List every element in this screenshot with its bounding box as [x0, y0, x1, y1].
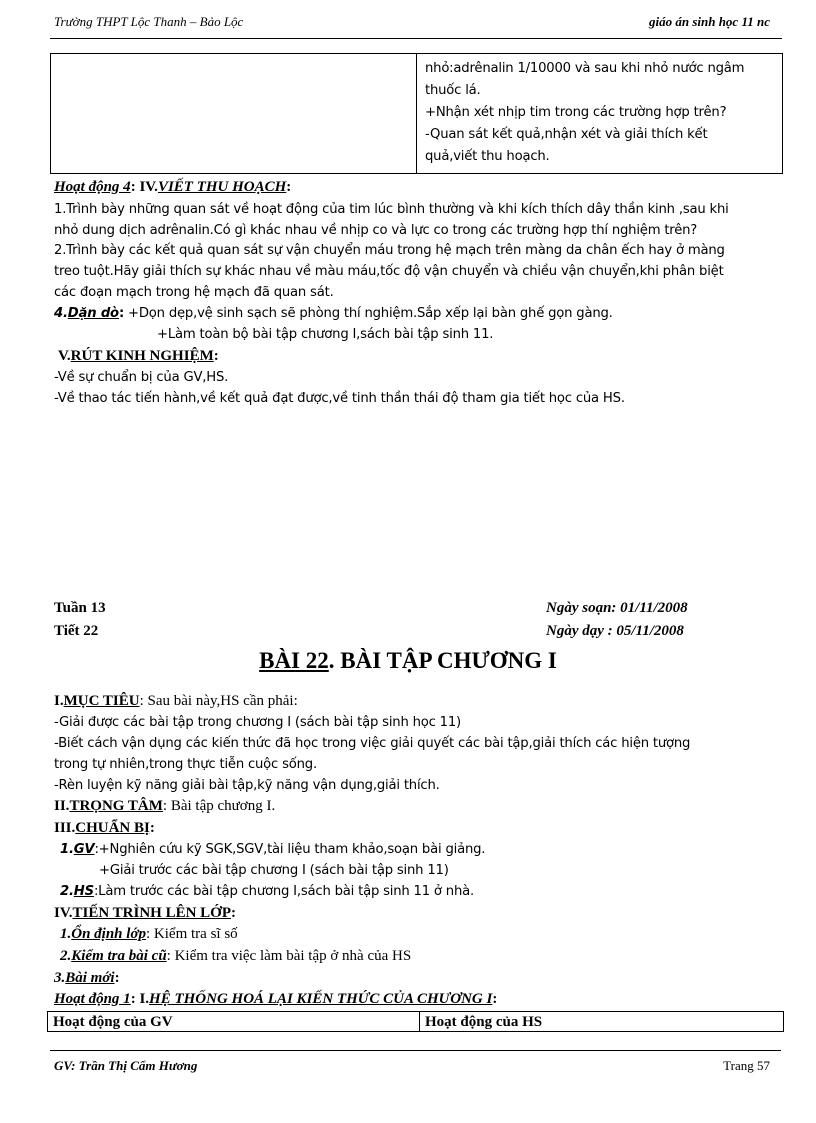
activity-table	[47, 1011, 784, 1032]
footer-page: Trang 57	[723, 1058, 770, 1073]
objectives-heading: I.MỤC TIÊU: Sau bài này,HS cần phải:	[54, 693, 298, 709]
activity-table-header-hs: Hoạt động của HS	[420, 1012, 784, 1032]
header-rule	[50, 38, 782, 39]
prep-title: CHUẨN BỊ	[75, 820, 150, 836]
objectives-title: MỤC TIÊU	[63, 693, 140, 709]
header-course: giáo án sinh học 11 nc	[648, 14, 770, 29]
footer-teacher: GV: Trần Thị Cẩm Hương	[54, 1058, 198, 1073]
top-table-line: -Quan sát kết quả,nhận xét và giải thích kết	[425, 127, 708, 142]
activity4-line: các đoạn mạch trong hệ mạch đã quan sát.	[54, 285, 334, 300]
activity4-heading: Hoạt động 4: IV.VIẾT THU HOẠCH:	[54, 179, 292, 195]
activity4-line: 2.Trình bày các kết quả quan sát sự vận chuyển máu trong hệ mạch trên màng da chân ếch hay ở màng	[54, 243, 725, 258]
homework-line-1: 4.Dặn dò: +Dọn dẹp,vệ sinh sạch sẽ phòng thí nghiệm.Sắp xếp lại bàn ghế gọn gàng.	[54, 306, 613, 321]
focus-line: II.TRỌNG TÂM: Bài tập chương I.	[54, 798, 276, 814]
objectives-line: -Biết cách vận dụng các kiến thức đã học trong việc giải quyết các bài tập,giải thích các hiện tượng	[54, 736, 691, 751]
header-school: Trường THPT Lộc Thanh – Bảo Lộc	[54, 14, 244, 29]
top-table-left-cell	[51, 54, 417, 174]
procedure-step-1: 1.Ổn định lớp: Kiểm tra sĩ số	[60, 926, 238, 942]
procedure-title: TIẾN TRÌNH LÊN LỚP	[72, 905, 232, 921]
prep-hs-label: HS	[73, 884, 94, 899]
homework-label: Dặn dò	[67, 306, 119, 321]
activity4-title: VIẾT THU HOẠCH	[157, 179, 287, 195]
prep-date: Ngày soạn: 01/11/2008	[546, 600, 688, 616]
activity4-line: treo tuột.Hãy giải thích sự khác nhau về màu máu,tốc độ vận chuyển và chiều vận chuyển,khi phân biệt	[54, 264, 724, 279]
lesson-week: Tuần 13	[54, 600, 106, 616]
homework-line-2: +Làm toàn bộ bài tập chương I,sách bài tập sinh 11.	[157, 327, 494, 342]
activity-table-header-gv: Hoạt động của GV	[48, 1012, 420, 1032]
footer-rule	[50, 1050, 781, 1051]
lesson-period: Tiết 22	[54, 623, 99, 639]
activity1-label: Hoạt động 1	[54, 991, 131, 1007]
section5-heading: V.RÚT KINH NGHIỆM:	[58, 348, 219, 364]
section5-line: -Về thao tác tiến hành,về kết quả đạt được,về tinh thần thái độ tham gia tiết học của HS.	[54, 391, 625, 406]
top-table	[50, 53, 783, 174]
teach-date: Ngày dạy : 05/11/2008	[546, 623, 684, 639]
activity4-line: nhỏ dung dịch adrênalin.Có gì khác nhau về nhịp co và lực co trong các trường hợp thí nghiệm trên?	[54, 223, 698, 238]
activity1-heading: Hoạt động 1: I.HỆ THỐNG HOÁ LẠI KIẾN THỨC CỦA CHƯƠNG I:	[54, 991, 498, 1007]
activity1-title: HỆ THỐNG HOÁ LẠI KIẾN THỨC CỦA CHƯƠNG I	[149, 991, 493, 1007]
procedure-step-3: 3.Bài mới:	[54, 970, 120, 986]
objectives-line: -Giải được các bài tập trong chương I (sách bài tập sinh học 11)	[54, 715, 461, 730]
top-table-line: thuốc lá.	[425, 83, 481, 98]
prep-heading: III.CHUẨN BỊ:	[54, 820, 155, 836]
top-table-line: quả,viết thu hoạch.	[425, 149, 550, 164]
prep-gv-line: 1.GV:+Nghiên cứu kỹ SGK,SGV,tài liệu tham khảo,soạn bài giảng.	[60, 842, 486, 857]
section5-line: -Về sự chuẩn bị của GV,HS.	[54, 370, 229, 385]
objectives-line: trong tự nhiên,trong thực tiễn cuộc sống.	[54, 757, 317, 772]
procedure-step-2: 2.Kiểm tra bài cũ: Kiểm tra việc làm bài tập ở nhà của HS	[60, 948, 412, 964]
activity4-line: 1.Trình bày những quan sát về hoạt động của tim lúc bình thường và khi kích thích dây thần kinh ,sau khi	[54, 202, 729, 217]
lesson-title: BÀI 22. BÀI TẬP CHƯƠNG I	[259, 648, 557, 673]
prep-gv-label: GV	[73, 842, 95, 857]
top-table-line: +Nhận xét nhịp tim trong các trường hợp trên?	[425, 105, 727, 120]
focus-title: TRỌNG TÂM	[69, 798, 163, 814]
objectives-line: -Rèn luyện kỹ năng giải bài tập,kỹ năng vận dụng,giải thích.	[54, 778, 440, 793]
top-table-right-cell	[417, 54, 783, 174]
prep-gv-line-2: +Giải trước các bài tập chương I (sách bài tập sinh 11)	[99, 863, 449, 878]
activity4-label: Hoạt động 4	[54, 179, 131, 195]
section5-title: RÚT KINH NGHIỆM	[70, 348, 214, 364]
prep-hs-line: 2.HS:Làm trước các bài tập chương I,sách bài tập sinh 11 ở nhà.	[60, 884, 474, 899]
top-table-line: nhỏ:adrênalin 1/10000 và sau khi nhỏ nước ngâm	[425, 61, 745, 76]
procedure-heading: IV.TIẾN TRÌNH LÊN LỚP:	[54, 905, 237, 921]
